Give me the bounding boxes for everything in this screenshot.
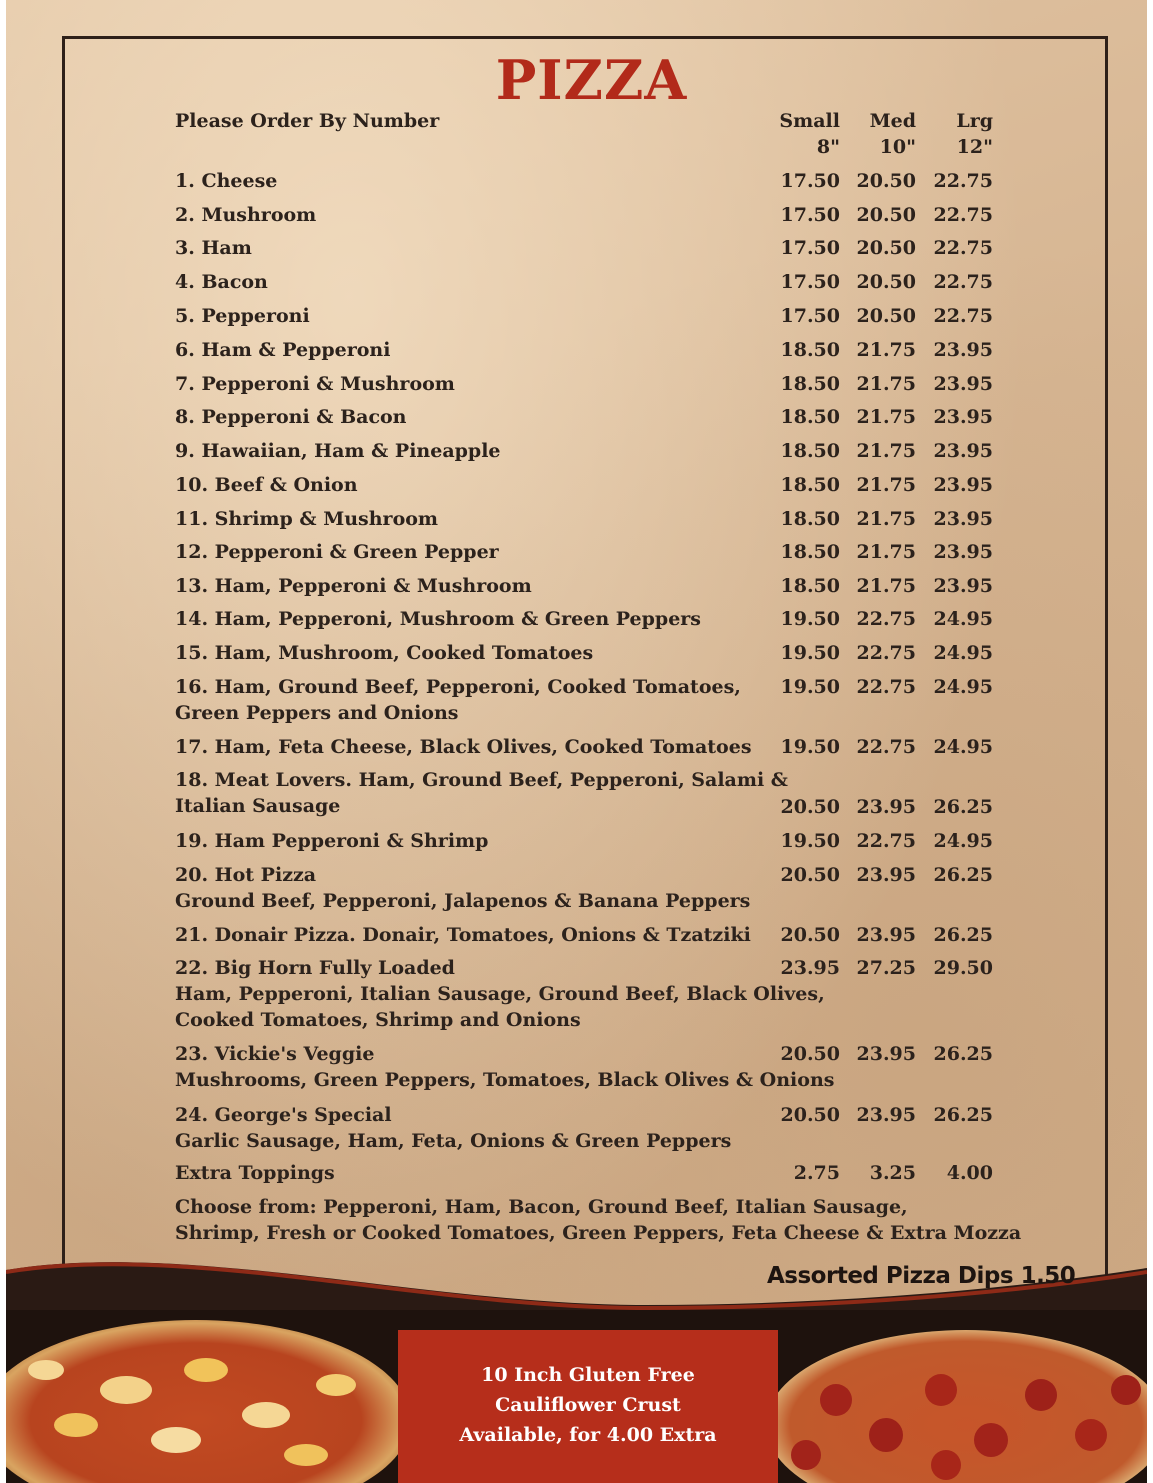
price-medium: 22.75 — [856, 642, 916, 664]
item-name: 20. Hot Pizza — [175, 864, 317, 886]
price-small: 20.50 — [780, 924, 840, 946]
price-medium: 21.75 — [856, 339, 916, 361]
price-medium: 23.95 — [856, 1043, 916, 1065]
price-large: 24.95 — [933, 830, 993, 852]
item-description: Italian Sausage — [175, 795, 341, 817]
order-note: Please Order By Number — [175, 110, 440, 132]
price-small: 19.50 — [780, 608, 840, 630]
menu-page — [6, 0, 1147, 1483]
price-small: 20.50 — [780, 796, 840, 818]
item-name: 13. Ham, Pepperoni & Mushroom — [175, 575, 532, 597]
gluten-free-line: Available, for 4.00 Extra — [459, 1424, 717, 1446]
price-medium: 22.75 — [856, 830, 916, 852]
item-description: Garlic Sausage, Ham, Feta, Onions & Green Peppers — [175, 1130, 732, 1152]
price-large: 23.95 — [933, 440, 993, 462]
price-medium: 20.50 — [856, 305, 916, 327]
price-small: 20.50 — [780, 864, 840, 886]
gluten-free-box — [398, 1330, 778, 1483]
price-small: 19.50 — [780, 830, 840, 852]
item-name: 23. Vickie's Veggie — [175, 1043, 375, 1065]
price-small: 19.50 — [780, 736, 840, 758]
price-small: 20.50 — [780, 1104, 840, 1126]
item-name: 16. Ham, Ground Beef, Pepperoni, Cooked Tomatoes, — [175, 676, 741, 698]
price-large: 23.95 — [933, 373, 993, 395]
size-inch: 10" — [879, 136, 916, 158]
size-inch: 8" — [816, 136, 840, 158]
size-name: Med — [869, 110, 916, 132]
price-medium: 23.95 — [856, 796, 916, 818]
item-name: 14. Ham, Pepperoni, Mushroom & Green Peppers — [175, 608, 702, 630]
price-medium: 20.50 — [856, 271, 916, 293]
price-small: 18.50 — [780, 508, 840, 530]
item-description: Green Peppers and Onions — [175, 702, 459, 724]
price-large: 23.95 — [933, 474, 993, 496]
item-description: Ground Beef, Pepperoni, Jalapenos & Banana Peppers — [175, 890, 751, 912]
price-medium: 21.75 — [856, 373, 916, 395]
size-header-large — [913, 108, 993, 160]
gluten-free-line: 10 Inch Gluten Free — [481, 1364, 695, 1386]
price-small: 18.50 — [780, 474, 840, 496]
item-description: Mushrooms, Green Peppers, Tomatoes, Black Olives & Onions — [175, 1069, 835, 1091]
price-medium: 22.75 — [856, 676, 916, 698]
price-medium: 20.50 — [856, 237, 916, 259]
price-medium: 20.50 — [856, 170, 916, 192]
item-name: 15. Ham, Mushroom, Cooked Tomatoes — [175, 642, 594, 664]
price-large: 29.50 — [933, 957, 993, 979]
item-name: 24. George's Special — [175, 1104, 392, 1126]
price-small: 17.50 — [780, 271, 840, 293]
item-name: 10. Beef & Onion — [175, 474, 358, 496]
price-small: 17.50 — [780, 170, 840, 192]
item-name: 3. Ham — [175, 237, 252, 259]
price-medium: 22.75 — [856, 736, 916, 758]
item-description: Ham, Pepperoni, Italian Sausage, Ground Beef, Black Olives, — [175, 983, 825, 1005]
item-name: 12. Pepperoni & Green Pepper — [175, 541, 499, 563]
price-medium: 23.95 — [856, 924, 916, 946]
extra-choices-line: Shrimp, Fresh or Cooked Tomatoes, Green Peppers, Feta Cheese & Extra Mozza — [175, 1222, 1022, 1244]
item-name: 8. Pepperoni & Bacon — [175, 406, 407, 428]
item-name: 7. Pepperoni & Mushroom — [175, 373, 455, 395]
price-large: 26.25 — [933, 1043, 993, 1065]
price-large: 23.95 — [933, 508, 993, 530]
price-small: 18.50 — [780, 406, 840, 428]
pizza-dips-note: Assorted Pizza Dips 1.50 — [767, 1263, 1076, 1289]
price-large: 24.95 — [933, 736, 993, 758]
price-large: 4.00 — [946, 1162, 993, 1184]
size-header-small — [760, 108, 840, 160]
price-medium: 23.95 — [856, 864, 916, 886]
price-large: 26.25 — [933, 864, 993, 886]
price-small: 19.50 — [780, 642, 840, 664]
price-medium: 3.25 — [869, 1162, 916, 1184]
price-large: 22.75 — [933, 237, 993, 259]
price-small: 18.50 — [780, 339, 840, 361]
price-large: 22.75 — [933, 271, 993, 293]
price-small: 23.95 — [780, 957, 840, 979]
item-name: 5. Pepperoni — [175, 305, 310, 327]
price-large: 24.95 — [933, 642, 993, 664]
price-medium: 21.75 — [856, 406, 916, 428]
price-large: 26.25 — [933, 924, 993, 946]
price-small: 2.75 — [793, 1162, 840, 1184]
price-medium: 22.75 — [856, 608, 916, 630]
price-small: 17.50 — [780, 204, 840, 226]
item-description: Cooked Tomatoes, Shrimp and Onions — [175, 1009, 581, 1031]
extra-label: Extra Toppings — [175, 1162, 335, 1184]
item-name: 17. Ham, Feta Cheese, Black Olives, Cooked Tomatoes — [175, 736, 752, 758]
item-name: 6. Ham & Pepperoni — [175, 339, 391, 361]
price-small: 18.50 — [780, 541, 840, 563]
price-large: 22.75 — [933, 170, 993, 192]
price-large: 23.95 — [933, 339, 993, 361]
item-name: 11. Shrimp & Mushroom — [175, 508, 439, 530]
size-header-med — [836, 108, 916, 160]
item-name: 4. Bacon — [175, 271, 268, 293]
price-medium: 21.75 — [856, 440, 916, 462]
price-medium: 21.75 — [856, 508, 916, 530]
price-medium: 27.25 — [856, 957, 916, 979]
price-large: 24.95 — [933, 676, 993, 698]
size-name: Lrg — [956, 110, 993, 132]
price-large: 22.75 — [933, 204, 993, 226]
price-large: 22.75 — [933, 305, 993, 327]
price-medium: 20.50 — [856, 204, 916, 226]
price-small: 17.50 — [780, 237, 840, 259]
price-large: 23.95 — [933, 406, 993, 428]
price-medium: 21.75 — [856, 474, 916, 496]
page-title: PIZZA — [495, 48, 688, 112]
size-inch: 12" — [956, 136, 993, 158]
price-large: 26.25 — [933, 796, 993, 818]
price-large: 23.95 — [933, 575, 993, 597]
item-name: 18. Meat Lovers. Ham, Ground Beef, Pepperoni, Salami & — [175, 769, 788, 791]
price-medium: 23.95 — [856, 1104, 916, 1126]
price-medium: 21.75 — [856, 575, 916, 597]
extra-choices-line: Choose from: Pepperoni, Ham, Bacon, Ground Beef, Italian Sausage, — [175, 1196, 908, 1218]
item-name: 1. Cheese — [175, 170, 278, 192]
price-small: 18.50 — [780, 575, 840, 597]
item-name: 9. Hawaiian, Ham & Pineapple — [175, 440, 501, 462]
price-large: 24.95 — [933, 608, 993, 630]
price-small: 20.50 — [780, 1043, 840, 1065]
price-medium: 21.75 — [856, 541, 916, 563]
price-small: 18.50 — [780, 373, 840, 395]
price-large: 23.95 — [933, 541, 993, 563]
price-small: 19.50 — [780, 676, 840, 698]
price-large: 26.25 — [933, 1104, 993, 1126]
price-small: 17.50 — [780, 305, 840, 327]
item-name: 21. Donair Pizza. Donair, Tomatoes, Onions & Tzatziki — [175, 924, 751, 946]
gluten-free-line: Cauliflower Crust — [495, 1394, 681, 1416]
size-name: Small — [779, 110, 840, 132]
item-name: 2. Mushroom — [175, 204, 317, 226]
price-small: 18.50 — [780, 440, 840, 462]
item-name: 19. Ham Pepperoni & Shrimp — [175, 830, 489, 852]
item-name: 22. Big Horn Fully Loaded — [175, 957, 455, 979]
